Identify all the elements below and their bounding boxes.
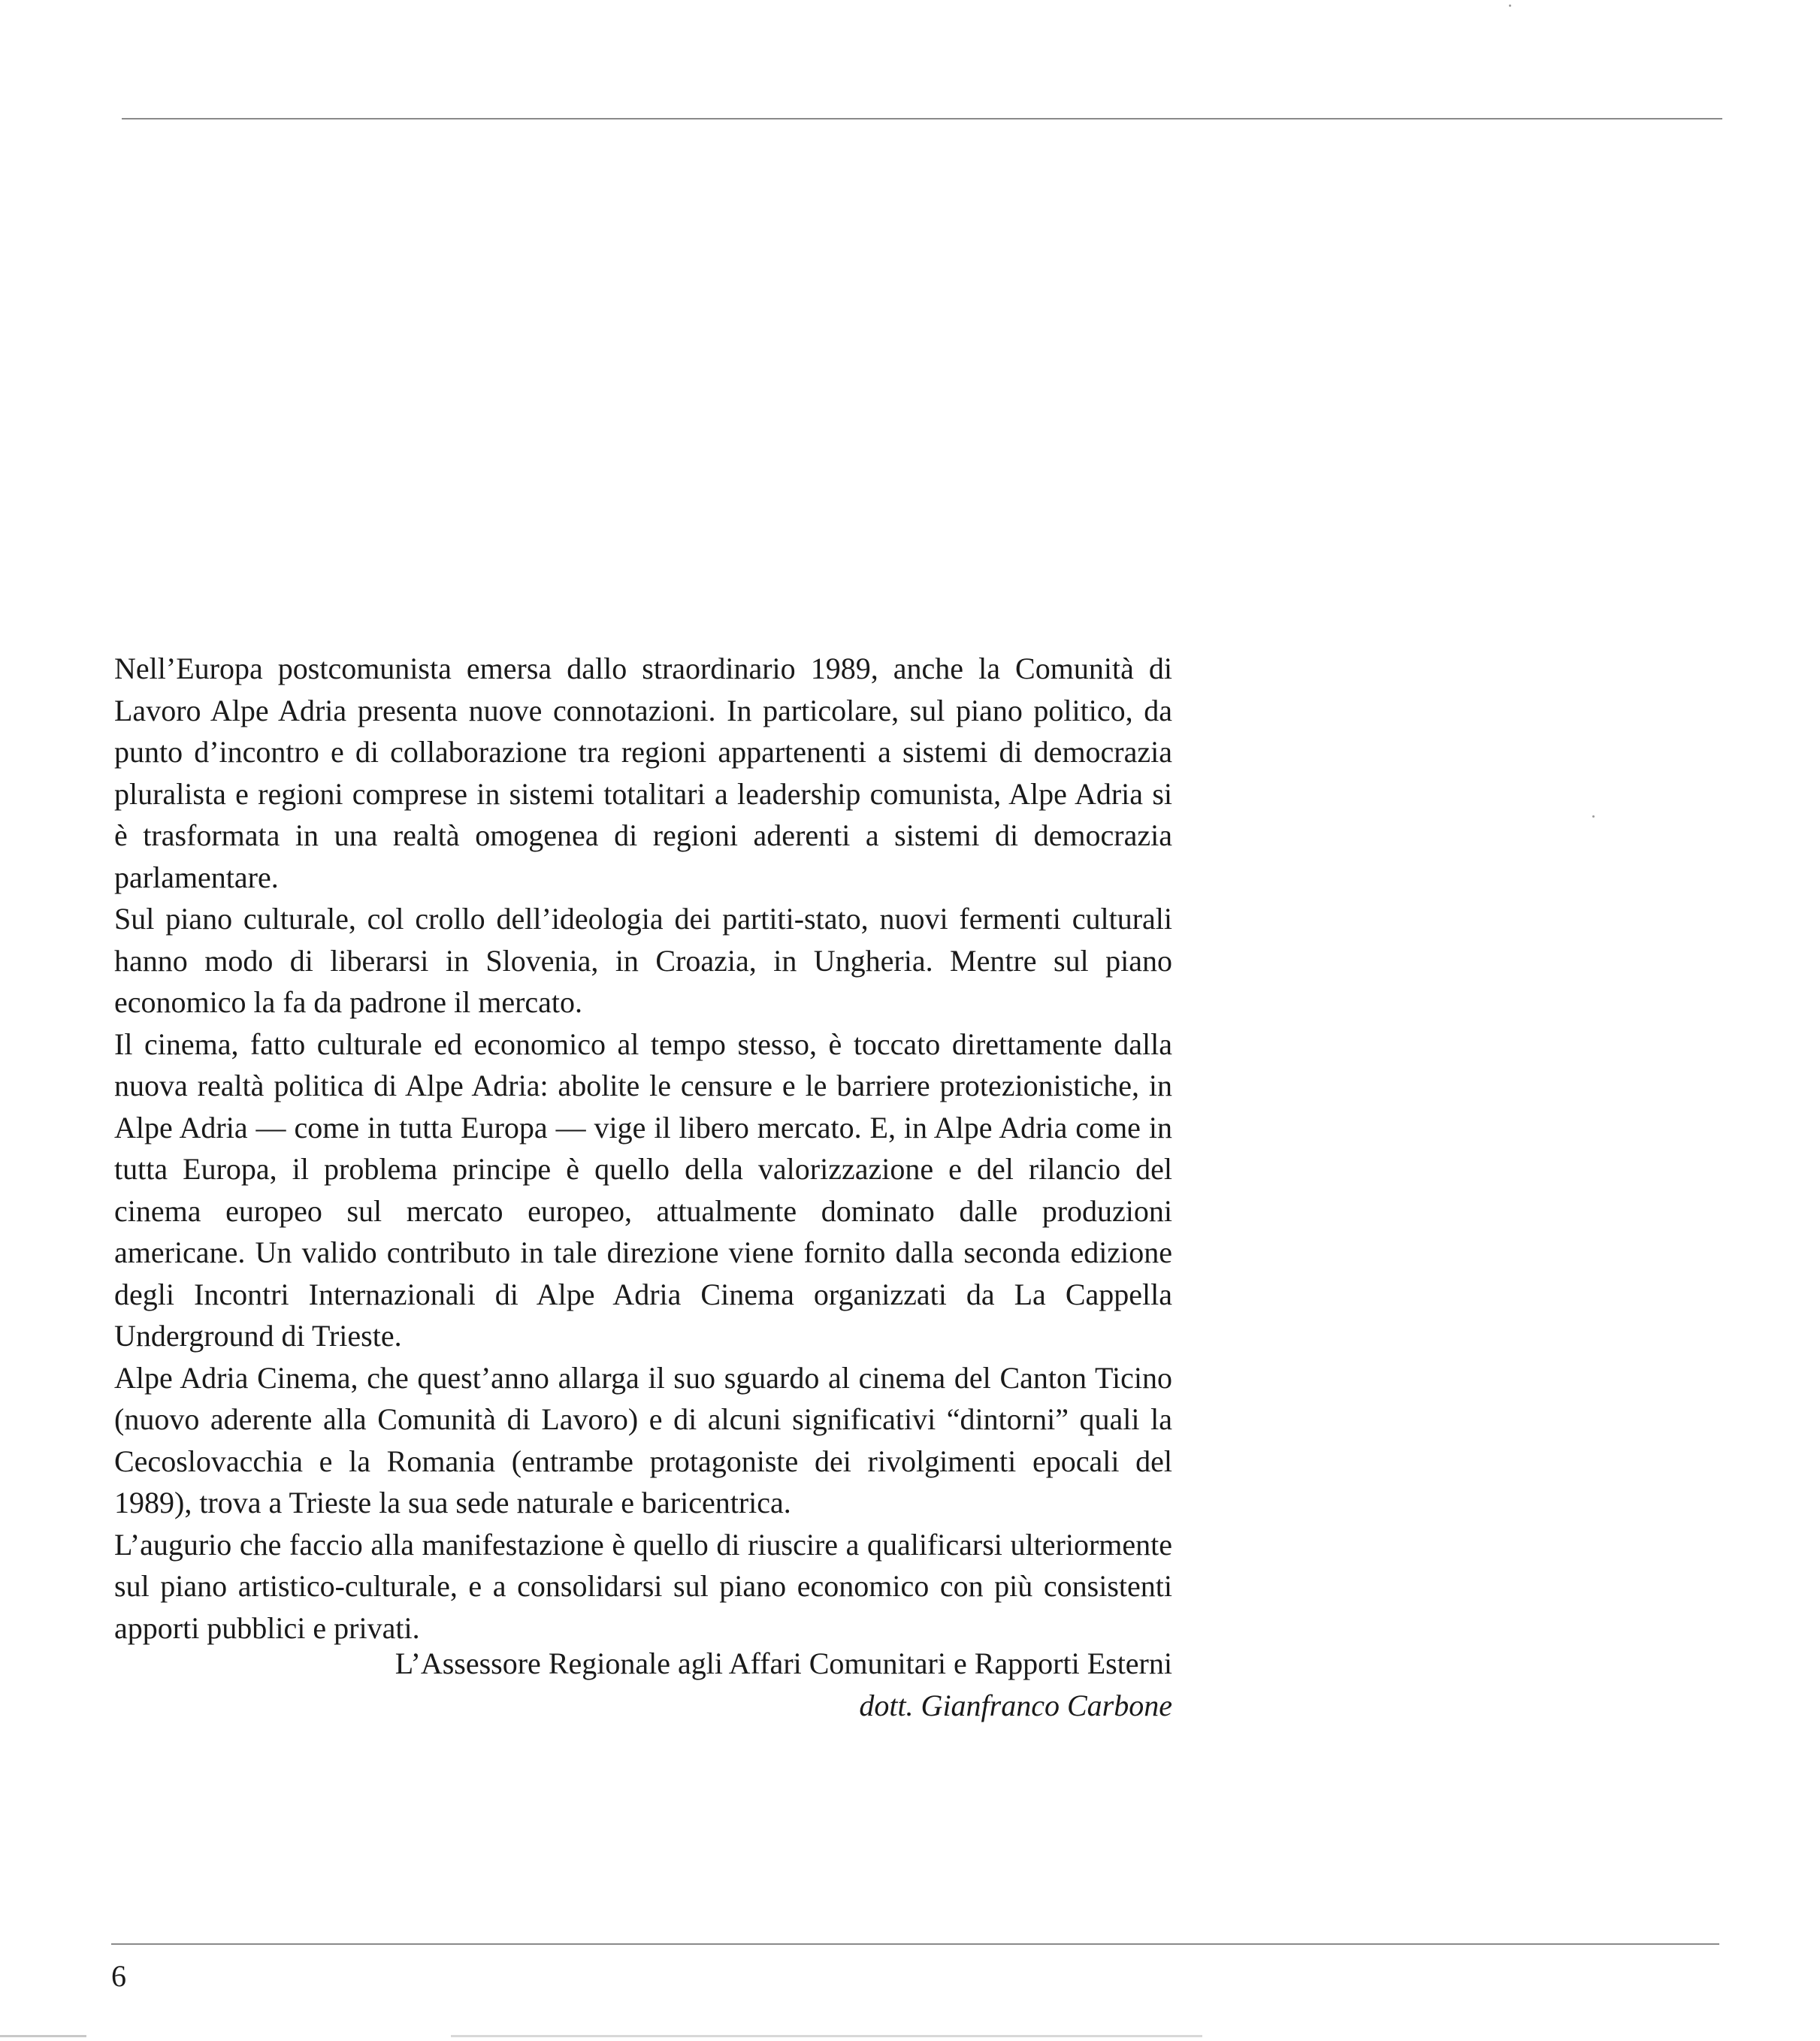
footer-rule: [111, 1943, 1719, 1945]
signature-name: dott. Gianfranco Carbone: [859, 1689, 1172, 1722]
scan-edge-mark: [0, 2035, 86, 2037]
paragraph-1: Nell’Europa postcomunista emersa dallo straordinario 1989, anche la Comunità di Lavoro Alpe Adria presenta nuove connotazioni. In particolare, sul piano politico, da punto d’incontro e di collaborazione tra regioni appartenenti a sistemi di democrazia pluralista e regioni comprese in sistemi totalitari a leadership comunista, Alpe Adria si è trasformata in una realtà omogenea di regioni aderenti a sistemi di democrazia parlamentare.: [114, 652, 1172, 894]
paragraph-3: Il cinema, fatto culturale ed economico al tempo stesso, è toccato direttamente dalla nuova realtà politica di Alpe Adria: abolite le censure e le barriere protezionistiche, in Alpe Adria — come in tutta Europa — vige il libero mercato. E, in Alpe Adria come in tutta Europa, il problema principe è quello della valorizzazione e del rilancio del cinema europeo sul mercato europeo, attualmente dominato dalle produzioni americane. Un valido contributo in tale direzione viene fornito dalla seconda edizione degli Incontri Internazionali di Alpe Adria Cinema organizzati da La Cappella Underground di Trieste.: [114, 1027, 1172, 1353]
body-text: [114, 648, 1172, 1649]
paragraph-5: L’augurio che faccio alla manifestazione è quello di riuscire a qualificarsi ulteriormente sul piano artistico-culturale, e a consolidarsi sul piano economico con più consistenti apporti pubblici e privati.: [114, 1527, 1172, 1645]
paragraph-4: Alpe Adria Cinema, che quest’anno allarga il suo sguardo al cinema del Canton Ticino (nuovo aderente alla Comunità di Lavoro) e di alcuni significativi “dintorni” quali la Cecoslovacchia e la Romania (entrambe protagoniste dei rivolgimenti epocali del 1989), trova a Trieste la sua sede naturale e baricentrica.: [114, 1360, 1172, 1519]
paragraph-2: Sul piano culturale, col crollo dell’ideologia dei partiti-stato, nuovi fermenti culturali hanno modo di liberarsi in Slovenia, in Croazia, in Ungheria. Mentre sul piano economico la fa da padrone il mercato.: [114, 902, 1172, 1019]
signature-role: L’Assessore Regionale agli Affari Comunitari e Rapporti Esterni: [395, 1646, 1172, 1680]
scan-speck: [1509, 5, 1511, 7]
scan-speck: [1592, 815, 1595, 818]
page-number: 6: [111, 1959, 126, 1993]
signature-block: [114, 1643, 1172, 1727]
scan-edge-mark: [451, 2035, 1202, 2037]
header-rule: [122, 118, 1722, 119]
